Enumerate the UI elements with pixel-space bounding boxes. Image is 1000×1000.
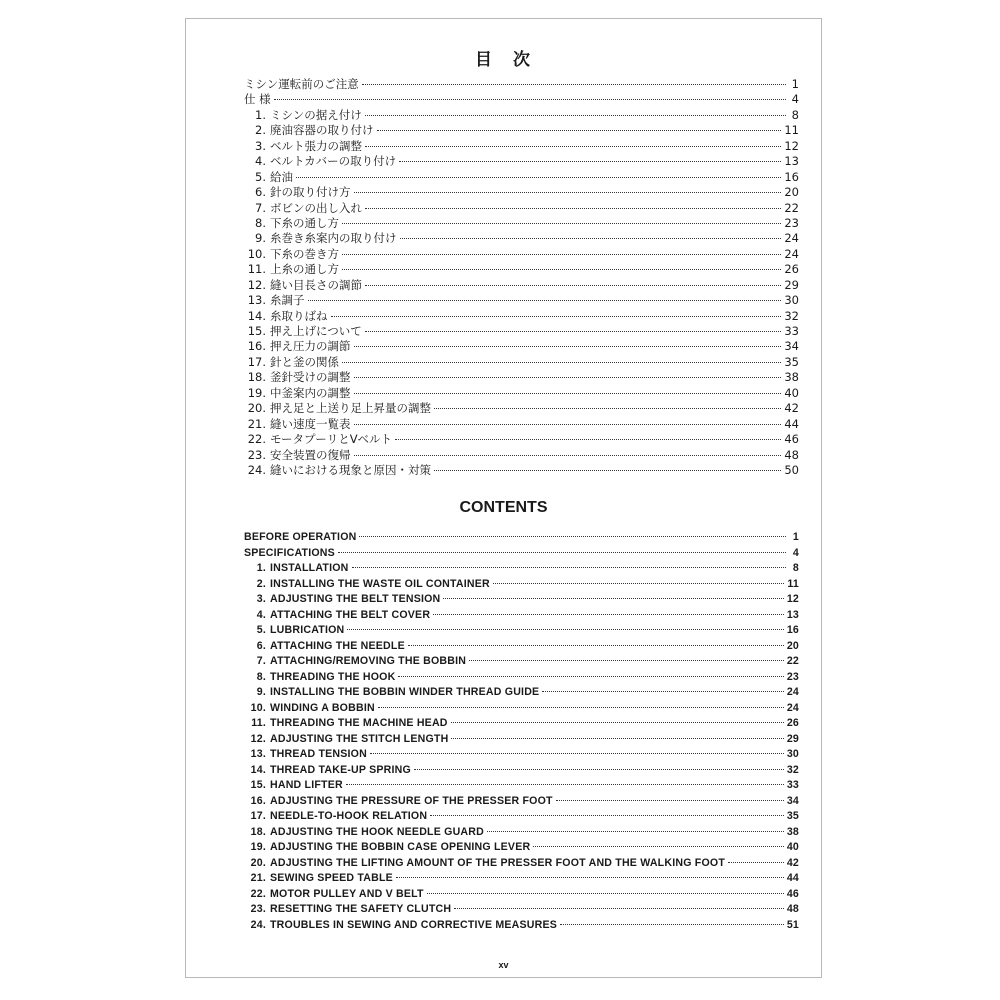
dot-leader xyxy=(347,629,783,630)
toc-entry-label: THREADING THE MACHINE HEAD xyxy=(270,717,448,729)
toc-entry-number: 15. xyxy=(247,324,266,338)
dot-leader xyxy=(354,346,782,347)
toc-entry-page: 42 xyxy=(784,401,799,416)
dot-leader xyxy=(331,316,782,317)
toc-entry-label: 縫い速度一覧表 xyxy=(270,416,351,431)
dot-leader xyxy=(308,300,782,301)
page-number: xv xyxy=(498,960,509,970)
toc-entry-number: 8. xyxy=(255,215,266,230)
dot-leader xyxy=(560,924,784,925)
dot-leader xyxy=(414,769,784,770)
dot-leader xyxy=(377,130,782,131)
toc-entry-page: 24 xyxy=(784,231,799,246)
toc-entry-page: 11 xyxy=(787,577,799,590)
dot-leader xyxy=(728,862,784,863)
toc-entry[interactable] xyxy=(244,247,799,262)
toc-entry-number: 22. xyxy=(250,887,266,900)
toc-entry-page: 34 xyxy=(786,794,799,807)
toc-entry-label: 下糸の巻き方 xyxy=(270,246,339,261)
toc-entry-number: 17. xyxy=(247,354,266,369)
toc-entry[interactable] xyxy=(244,546,799,562)
toc-entry-label: ベルトカバーの取り付け xyxy=(270,154,397,169)
toc-entry-number: 11. xyxy=(247,262,266,277)
toc-entry-page: 13 xyxy=(786,608,799,621)
toc-entry-number: 24. xyxy=(250,918,266,931)
toc-entry-page: 13 xyxy=(784,154,799,169)
toc-entry-number: 14. xyxy=(250,763,266,776)
toc-entry[interactable] xyxy=(244,902,799,918)
toc-entry-label: HAND LIFTER xyxy=(270,779,343,791)
toc-entry[interactable] xyxy=(244,840,799,856)
toc-entry-label: LUBRICATION xyxy=(270,624,345,636)
toc-entry-label: ミシン運転前のご注意 xyxy=(244,77,359,91)
toc-entry[interactable] xyxy=(244,108,799,123)
toc-entry-page: 32 xyxy=(786,763,799,776)
toc-entry-number: 19. xyxy=(247,385,266,400)
toc-entry-number: 3. xyxy=(255,138,266,153)
toc-entry[interactable] xyxy=(244,871,799,887)
toc-entry[interactable] xyxy=(244,654,799,670)
toc-entry[interactable] xyxy=(244,685,799,701)
toc-entry[interactable] xyxy=(244,339,799,354)
dot-leader xyxy=(396,877,784,878)
toc-entry-page: 22 xyxy=(786,655,799,667)
toc-entry[interactable] xyxy=(244,592,799,608)
toc-entry-page: 1 xyxy=(791,77,799,91)
toc-entry-number: 5. xyxy=(255,169,266,184)
toc-entry-number: 20. xyxy=(250,856,266,869)
toc-entry-page: 8 xyxy=(792,562,799,574)
dot-leader xyxy=(354,393,782,394)
dot-leader xyxy=(296,177,781,178)
toc-entry-page: 51 xyxy=(786,918,799,931)
toc-entry-page: 32 xyxy=(784,308,799,323)
toc-entry-label: 安全装置の復帰 xyxy=(270,447,351,462)
toc-entry-number: 23. xyxy=(250,903,266,915)
dot-leader xyxy=(365,115,786,116)
toc-entry-number: 1. xyxy=(256,562,266,574)
dot-leader xyxy=(274,99,786,100)
toc-entry-label: 下糸の通し方 xyxy=(270,215,339,230)
toc-entry-page: 34 xyxy=(784,339,799,354)
toc-list-en xyxy=(244,530,799,933)
toc-entry-page: 33 xyxy=(784,324,799,338)
dot-leader xyxy=(556,800,784,801)
toc-entry-number: 23. xyxy=(247,447,266,462)
toc-entry-page: 29 xyxy=(784,277,799,292)
toc-entry-label: 針の取り付け方 xyxy=(270,185,351,200)
dot-leader xyxy=(352,567,786,568)
toc-entry[interactable] xyxy=(244,309,799,324)
toc-entry-number: 10. xyxy=(250,701,266,714)
toc-entry-number: 7. xyxy=(255,200,266,215)
dot-leader xyxy=(400,238,782,239)
toc-entry[interactable] xyxy=(244,154,799,169)
toc-entry-label: 縫い目長さの調節 xyxy=(270,277,362,292)
toc-entry-number: 18. xyxy=(247,370,266,385)
dot-leader xyxy=(408,645,784,646)
toc-entry-number: 12. xyxy=(250,732,266,745)
toc-entry-page: 40 xyxy=(786,841,799,853)
toc-entry-page: 11 xyxy=(784,123,799,138)
toc-entry-label: 釜針受けの調整 xyxy=(270,370,351,385)
toc-entry-label: 廃油容器の取り付け xyxy=(270,123,374,138)
toc-entry[interactable] xyxy=(244,561,799,577)
dot-leader xyxy=(493,583,785,584)
dot-leader xyxy=(342,362,781,363)
dot-leader xyxy=(427,893,784,894)
toc-entry[interactable] xyxy=(244,324,799,339)
dot-leader xyxy=(443,598,783,599)
toc-entry-label: 針と釜の関係 xyxy=(270,354,339,369)
toc-entry-page: 50 xyxy=(784,462,799,477)
toc-entry-number: 13. xyxy=(247,293,266,308)
toc-entry[interactable] xyxy=(244,763,799,779)
toc-entry-label: ADJUSTING THE BELT TENSION xyxy=(270,593,441,605)
toc-entry-page: 23 xyxy=(786,670,799,683)
toc-entry-label: 糸巻き糸案内の取り付け xyxy=(270,231,397,246)
toc-entry-page: 12 xyxy=(784,138,799,153)
toc-entry[interactable] xyxy=(244,262,799,277)
toc-entry-number: 18. xyxy=(250,825,266,838)
toc-entry-label: 押え圧力の調節 xyxy=(270,339,351,354)
toc-entry-number: 15. xyxy=(250,779,266,791)
dot-leader xyxy=(370,753,784,754)
toc-entry[interactable] xyxy=(244,732,799,748)
toc-entry-number: 19. xyxy=(250,841,266,853)
toc-entry-label: ATTACHING THE NEEDLE xyxy=(270,639,405,652)
dot-leader xyxy=(542,691,784,692)
page-title-en: CONTENTS xyxy=(459,499,548,516)
dot-leader xyxy=(354,455,782,456)
toc-entry[interactable] xyxy=(244,77,799,92)
toc-entry-page: 44 xyxy=(784,416,799,431)
toc-entry-page: 4 xyxy=(791,92,799,107)
toc-entry[interactable] xyxy=(244,887,799,903)
toc-entry-label: 押え足と上送り足上昇量の調整 xyxy=(270,401,431,416)
toc-entry[interactable] xyxy=(244,139,799,154)
toc-entry-label: ADJUSTING THE BOBBIN CASE OPENING LEVER xyxy=(270,841,531,853)
toc-entry[interactable] xyxy=(244,355,799,370)
toc-entry-label: 糸調子 xyxy=(270,293,305,308)
toc-entry-label: ADJUSTING THE PRESSURE OF THE PRESSER FOOT xyxy=(270,794,553,807)
toc-entry[interactable] xyxy=(244,701,799,717)
dot-leader xyxy=(342,223,781,224)
toc-entry-label: 中釜案内の調整 xyxy=(270,385,351,400)
toc-entry-label: WINDING A BOBBIN xyxy=(270,701,375,714)
toc-entry[interactable] xyxy=(244,463,799,478)
toc-entry-label: THREAD TENSION xyxy=(270,748,367,760)
page-title-ja: 目 次 xyxy=(475,50,532,70)
toc-entry-label: SEWING SPEED TABLE xyxy=(270,872,393,884)
toc-entry-page: 24 xyxy=(786,686,799,698)
toc-entry-page: 48 xyxy=(786,903,799,915)
toc-entry[interactable] xyxy=(244,448,799,463)
toc-entry[interactable] xyxy=(244,778,799,794)
toc-entry-label: モータプーリとVベルト xyxy=(270,432,393,447)
toc-entry-number: 1. xyxy=(255,107,266,122)
dot-leader xyxy=(365,331,782,332)
toc-entry-number: 3. xyxy=(256,593,266,605)
toc-entry-page: 44 xyxy=(786,872,799,884)
toc-entry-number: 16. xyxy=(250,794,266,807)
toc-entry-page: 20 xyxy=(786,639,799,652)
toc-entry-number: 13. xyxy=(250,748,266,760)
toc-entry-number: 11. xyxy=(251,717,266,729)
dot-leader xyxy=(354,377,782,378)
toc-entry-page: 35 xyxy=(784,354,799,369)
toc-entry[interactable] xyxy=(244,639,799,655)
toc-entry[interactable] xyxy=(244,577,799,593)
toc-entry-label: BEFORE OPERATION xyxy=(244,531,357,543)
dot-leader xyxy=(451,722,784,723)
document-page xyxy=(185,18,822,978)
toc-entry[interactable] xyxy=(244,809,799,825)
toc-entry[interactable] xyxy=(244,670,799,686)
toc-entry-page: 40 xyxy=(784,385,799,400)
toc-entry[interactable] xyxy=(244,231,799,246)
toc-entry[interactable] xyxy=(244,401,799,416)
toc-entry-page: 24 xyxy=(786,701,799,714)
toc-entry[interactable] xyxy=(244,293,799,308)
toc-entry-label: ADJUSTING THE HOOK NEEDLE GUARD xyxy=(270,825,484,838)
toc-entry-number: 2. xyxy=(256,577,266,590)
dot-leader xyxy=(433,614,784,615)
toc-entry[interactable] xyxy=(244,170,799,185)
toc-entry-number: 14. xyxy=(247,308,266,323)
toc-entry[interactable] xyxy=(244,825,799,841)
dot-leader xyxy=(451,738,783,739)
toc-entry-page: 12 xyxy=(786,593,799,605)
toc-entry[interactable] xyxy=(244,201,799,216)
toc-entry-number: 24. xyxy=(247,462,266,477)
dot-leader xyxy=(338,552,786,553)
toc-entry-label: INSTALLATION xyxy=(270,562,349,574)
toc-entry-page: 16 xyxy=(784,169,799,184)
toc-entry-label: SPECIFICATIONS xyxy=(244,546,335,559)
toc-entry-label: 押え上げについて xyxy=(270,324,362,338)
dot-leader xyxy=(434,408,781,409)
toc-entry-page: 22 xyxy=(784,200,799,215)
dot-leader xyxy=(354,192,782,193)
toc-entry-page: 33 xyxy=(786,779,799,791)
toc-entry-label: ミシンの据え付け xyxy=(270,107,362,122)
toc-entry[interactable] xyxy=(244,747,799,763)
toc-entry[interactable] xyxy=(244,370,799,385)
toc-entry-label: ベルト張力の調整 xyxy=(270,138,362,153)
toc-entry-label: INSTALLING THE WASTE OIL CONTAINER xyxy=(270,577,490,590)
toc-entry-page: 26 xyxy=(784,262,799,277)
toc-entry-label: ATTACHING THE BELT COVER xyxy=(270,608,431,621)
toc-entry-label: ADJUSTING THE LIFTING AMOUNT OF THE PRESSER FOOT AND THE WALKING FOOT xyxy=(270,856,726,869)
toc-entry-label: ADJUSTING THE STITCH LENGTH xyxy=(270,732,449,745)
toc-entry[interactable] xyxy=(244,278,799,293)
toc-entry[interactable] xyxy=(244,417,799,432)
dot-leader xyxy=(365,208,781,209)
toc-entry-page: 38 xyxy=(784,370,799,385)
toc-entry-number: 22. xyxy=(247,432,266,447)
toc-entry-page: 26 xyxy=(786,717,799,729)
dot-leader xyxy=(454,908,784,909)
dot-leader xyxy=(487,831,784,832)
dot-leader xyxy=(342,269,781,270)
dot-leader xyxy=(362,84,786,85)
toc-entry-number: 9. xyxy=(256,686,266,698)
toc-entry-number: 6. xyxy=(255,185,266,200)
toc-entry[interactable] xyxy=(244,918,799,934)
toc-entry-number: 21. xyxy=(247,416,266,431)
toc-entry-page: 42 xyxy=(786,856,799,869)
toc-entry-page: 23 xyxy=(784,215,799,230)
dot-leader xyxy=(430,815,784,816)
toc-entry-page: 48 xyxy=(784,447,799,462)
toc-entry[interactable] xyxy=(244,794,799,810)
toc-entry-number: 10. xyxy=(247,246,266,261)
toc-entry-label: 仕 様 xyxy=(244,92,271,107)
toc-entry-label: ボビンの出し入れ xyxy=(270,200,362,215)
dot-leader xyxy=(395,439,781,440)
dot-leader xyxy=(469,660,784,661)
toc-entry-number: 8. xyxy=(256,670,266,683)
toc-entry[interactable] xyxy=(244,856,799,872)
toc-entry-page: 38 xyxy=(786,825,799,838)
toc-entry-label: MOTOR PULLEY AND V BELT xyxy=(270,887,424,900)
dot-leader xyxy=(359,536,786,537)
toc-entry-label: ATTACHING/REMOVING THE BOBBIN xyxy=(270,655,467,667)
dot-leader xyxy=(365,285,781,286)
dot-leader xyxy=(378,707,784,708)
toc-entry[interactable] xyxy=(244,432,799,447)
toc-entry-page: 1 xyxy=(792,531,799,543)
toc-entry[interactable] xyxy=(244,123,799,138)
toc-entry-number: 17. xyxy=(250,810,266,822)
toc-entry[interactable] xyxy=(244,716,799,732)
toc-entry-label: NEEDLE-TO-HOOK RELATION xyxy=(270,810,428,822)
dot-leader xyxy=(365,146,781,147)
toc-entry[interactable] xyxy=(244,608,799,624)
toc-entry-number: 9. xyxy=(255,231,266,246)
toc-entry-label: 上糸の通し方 xyxy=(270,262,339,277)
toc-entry-page: 4 xyxy=(792,546,799,559)
dot-leader xyxy=(354,424,782,425)
toc-entry-number: 12. xyxy=(247,277,266,292)
toc-entry-number: 7. xyxy=(256,655,266,667)
dot-leader xyxy=(533,846,784,847)
toc-entry-label: THREAD TAKE-UP SPRING xyxy=(270,763,411,776)
toc-entry-label: 縫いにおける現象と原因・対策 xyxy=(270,462,431,477)
toc-entry[interactable] xyxy=(244,386,799,401)
toc-entry-page: 35 xyxy=(786,810,799,822)
toc-entry-page: 16 xyxy=(786,624,799,636)
dot-leader xyxy=(346,784,784,785)
toc-entry[interactable] xyxy=(244,216,799,231)
toc-entry-page: 29 xyxy=(786,732,799,745)
toc-entry-page: 30 xyxy=(784,293,799,308)
toc-entry-number: 20. xyxy=(247,401,266,416)
toc-entry-page: 8 xyxy=(791,107,799,122)
toc-entry-page: 30 xyxy=(786,748,799,760)
toc-entry-number: 16. xyxy=(247,339,266,354)
toc-entry-label: 給油 xyxy=(270,169,293,184)
toc-entry-number: 4. xyxy=(255,154,266,169)
dot-leader xyxy=(342,254,781,255)
toc-entry-label: THREADING THE HOOK xyxy=(270,670,396,683)
toc-entry-label: 糸取りばね xyxy=(270,308,328,323)
dot-leader xyxy=(399,161,781,162)
toc-entry-number: 4. xyxy=(256,608,266,621)
toc-entry-page: 24 xyxy=(784,246,799,261)
toc-entry-number: 2. xyxy=(255,123,266,138)
toc-entry[interactable] xyxy=(244,623,799,639)
toc-entry[interactable] xyxy=(244,92,799,107)
toc-entry-number: 21. xyxy=(250,872,266,884)
toc-entry-number: 6. xyxy=(256,639,266,652)
dot-leader xyxy=(434,470,781,471)
toc-entry-label: RESETTING THE SAFETY CLUTCH xyxy=(270,903,452,915)
toc-entry-page: 46 xyxy=(784,432,799,447)
toc-entry-label: INSTALLING THE BOBBIN WINDER THREAD GUIDE xyxy=(270,686,540,698)
toc-list-ja xyxy=(244,77,799,478)
dot-leader xyxy=(398,676,783,677)
toc-entry-page: 46 xyxy=(786,887,799,900)
toc-entry[interactable] xyxy=(244,530,799,546)
toc-entry-label: TROUBLES IN SEWING AND CORRECTIVE MEASURES xyxy=(270,918,557,931)
toc-entry[interactable] xyxy=(244,185,799,200)
toc-entry-page: 20 xyxy=(784,185,799,200)
toc-entry-number: 5. xyxy=(256,624,266,636)
